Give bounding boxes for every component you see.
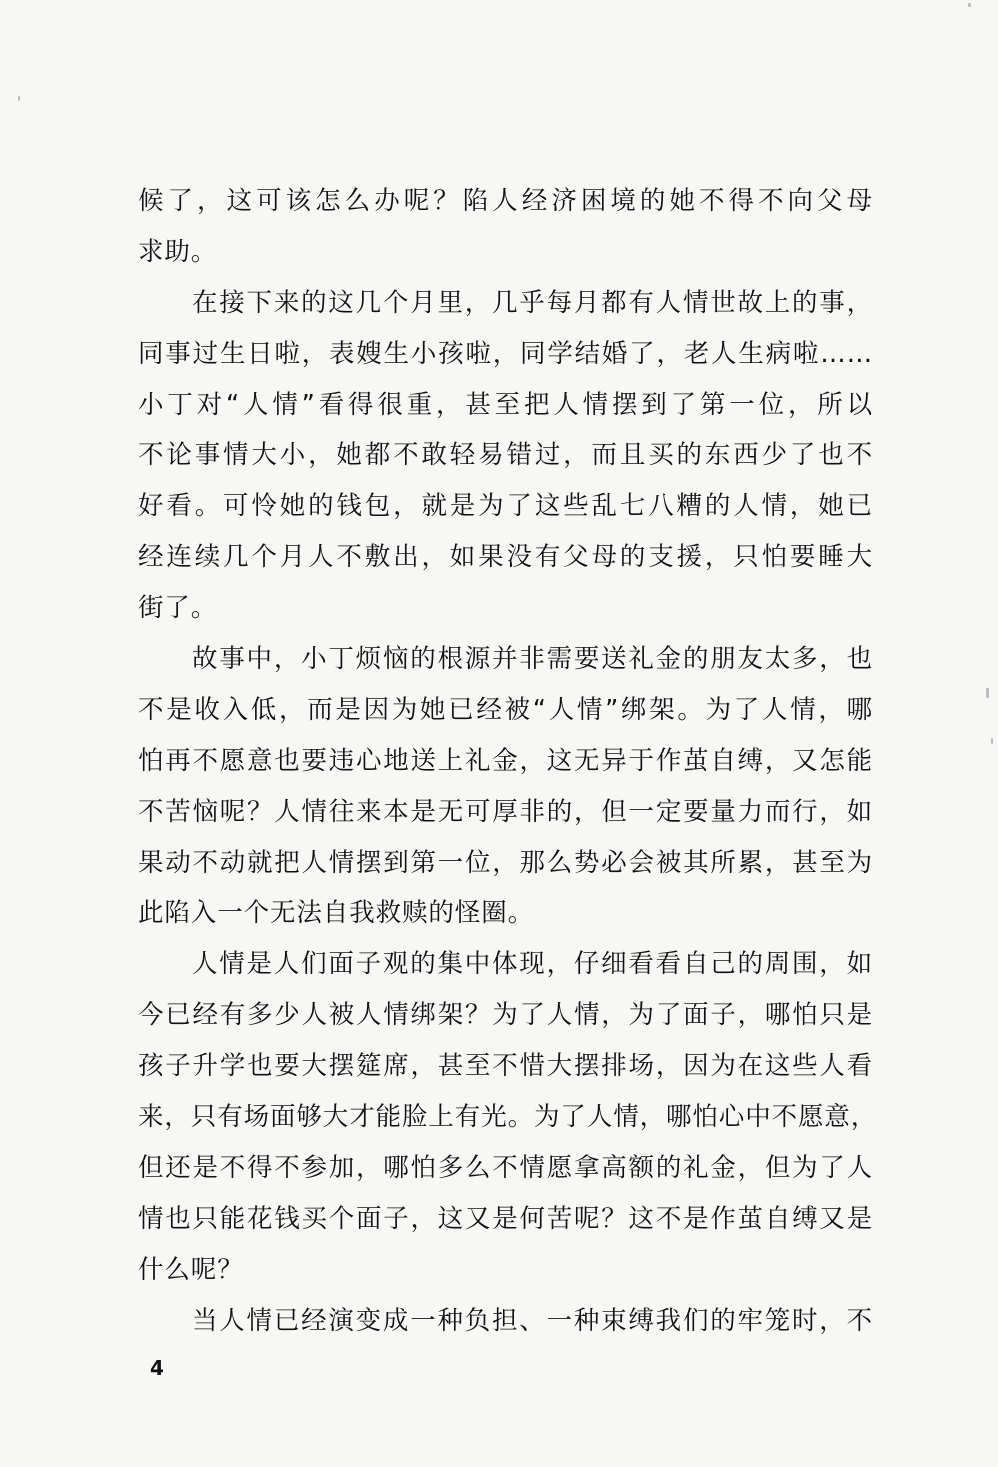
scan-mark-right-edge [986, 688, 989, 698]
text-line: 街了。 [138, 593, 218, 624]
scan-mark-top-left [18, 96, 20, 101]
text-line: 故事中，小丁烦恼的根源并非需要送礼金的朋友太多，也 [192, 644, 873, 675]
text-line: 人情是人们面子观的集中体现，仔细看看自己的周围，如 [192, 949, 873, 980]
scan-mark-top-right [968, 3, 971, 7]
text-line: 果动不动就把人情摆到第一位，那么势必会被其所累，甚至为 [138, 847, 873, 878]
page-number: 4 [150, 1356, 164, 1380]
text-line: 求助。 [138, 236, 218, 267]
text-line: 小丁对“人情”看得很重，甚至把人情摆到了第一位，所以 [138, 389, 873, 420]
body-text [138, 176, 878, 1346]
text-line: 候了，这可该怎么办呢？陷人经济困境的她不得不向父母 [138, 186, 873, 216]
text-line: 好看。可怜她的钱包，就是为了这些乱七八糟的人情，她已 [138, 491, 873, 522]
text-line: 当人情已经演变成一种负担、一种束缚我们的牢笼时，不 [192, 1305, 873, 1336]
text-line: 同事过生日啦，表嫂生小孩啦，同学结婚了，老人生病啦…… [138, 338, 873, 369]
text-line: 不苦恼呢？人情往来本是无可厚非的，但一定要量力而行，如 [138, 796, 873, 827]
text-line: 但还是不得不参加，哪怕多么不情愿拿高额的礼金，但为了人 [138, 1152, 873, 1183]
text-line: 什么呢？ [138, 1254, 244, 1285]
text-line: 不是收入低，而是因为她已经被“人情”绑架。为了人情，哪 [138, 694, 873, 725]
scan-mark-right-edge-2 [991, 738, 993, 744]
text-line: 经连续几个月人不敷出，如果没有父母的支援，只怕要睡大 [138, 542, 873, 573]
text-line: 此陷入一个无法自我救赎的怪圈。 [138, 898, 535, 929]
text-line: 不论事情大小，她都不敢轻易错过，而且买的东西少了也不 [138, 440, 873, 471]
text-line: 怕再不愿意也要违心地送上礼金，这无异于作茧自缚，又怎能 [138, 745, 873, 776]
text-line: 情也只能花钱买个面子，这又是何苦呢？这不是作茧自缚又是 [138, 1203, 873, 1234]
text-line: 孩子升学也要大摆筵席，甚至不惜大摆排场，因为在这些人看 [138, 1051, 873, 1082]
text-line: 今已经有多少人被人情绑架？为了人情，为了面子，哪怕只是 [138, 1000, 873, 1031]
text-line: 在接下来的这几个月里，几乎每月都有人情世故上的事， [192, 287, 873, 318]
text-line: 来，只有场面够大才能脸上有光。为了人情，哪怕心中不愿意， [138, 1102, 878, 1133]
